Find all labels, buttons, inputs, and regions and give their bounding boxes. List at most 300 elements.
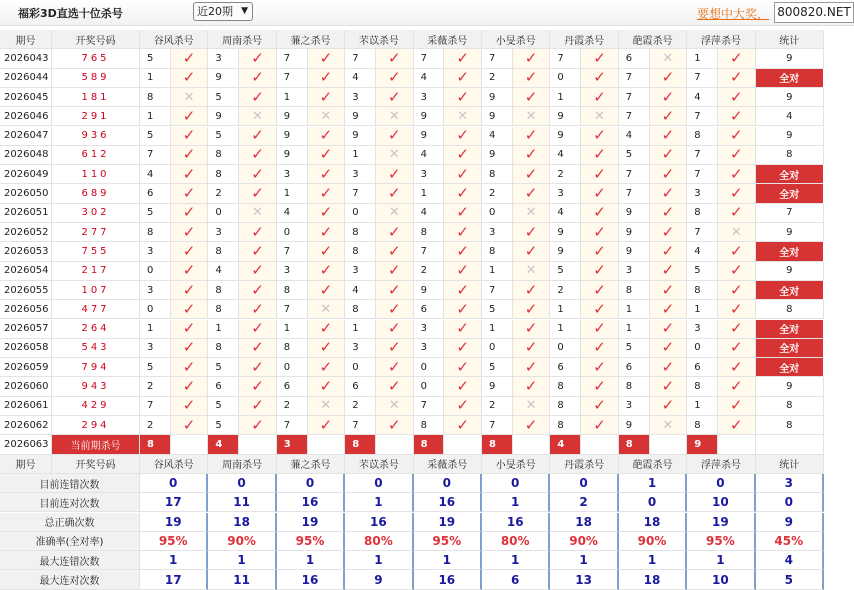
check-mark: ✓	[319, 145, 333, 164]
stats-value: 0	[140, 474, 208, 493]
check-mark: ✓	[319, 165, 333, 183]
stats-value: 19	[140, 513, 208, 532]
kill-number: 3	[140, 242, 171, 261]
period-cell: 2026049	[0, 165, 52, 184]
kill-number: 7	[687, 146, 718, 165]
check-mark: ✓	[593, 87, 606, 106]
kill-number: 3	[687, 320, 718, 339]
kill-number: 2	[208, 184, 239, 203]
period-cell: 2026063	[0, 435, 52, 454]
stats-column-header: 统计	[756, 455, 824, 474]
stats-label: 目前连错次数	[0, 474, 140, 493]
check-icon	[581, 397, 619, 416]
stats-value: 90%	[619, 532, 687, 551]
check-mark: ✓	[593, 416, 606, 434]
cross-icon	[376, 204, 414, 223]
check-icon	[444, 184, 482, 203]
check-mark: ✓	[319, 126, 333, 145]
stats-value: 0	[687, 474, 755, 493]
check-icon	[650, 281, 688, 300]
column-header[interactable]: 蒹之杀号	[277, 30, 345, 49]
check-mark: ✓	[182, 416, 196, 434]
check-icon	[308, 320, 346, 339]
draw-numbers: 794	[52, 358, 140, 377]
stats-value: 6	[482, 570, 550, 589]
check-mark: ✓	[251, 68, 264, 87]
check-mark: ✓	[251, 396, 264, 415]
column-header[interactable]: 葩霞杀号	[619, 30, 687, 49]
check-icon	[718, 204, 756, 223]
kill-number: 0	[277, 358, 308, 377]
kill-number: 5	[140, 49, 171, 68]
kill-number: 0	[345, 358, 376, 377]
kill-number: 0	[414, 358, 445, 377]
kill-number: 1	[482, 262, 513, 281]
check-icon	[308, 223, 346, 242]
check-mark: ✓	[524, 184, 538, 203]
check-icon	[650, 320, 688, 339]
kill-number: 3	[208, 49, 239, 68]
kill-number: 2	[277, 397, 308, 416]
check-icon	[444, 127, 482, 146]
check-mark: ✓	[182, 358, 196, 376]
check-mark: ✓	[661, 107, 675, 125]
check-mark: ✓	[387, 126, 401, 145]
check-icon	[171, 281, 209, 300]
check-mark: ✓	[661, 300, 675, 318]
kill-number: 9	[619, 223, 650, 242]
cross-mark: ✕	[594, 108, 605, 124]
check-mark: ✓	[456, 261, 469, 280]
column-header[interactable]: 周南杀号	[208, 30, 276, 49]
check-icon	[650, 146, 688, 165]
stats-value: 18	[619, 513, 687, 532]
check-mark: ✓	[593, 184, 606, 203]
check-mark: ✓	[661, 126, 675, 145]
draw-numbers: 612	[52, 146, 140, 165]
check-icon	[581, 281, 619, 300]
check-icon	[239, 339, 277, 358]
kill-number: 9	[550, 223, 581, 242]
check-icon	[581, 69, 619, 88]
kill-number: 8	[345, 223, 376, 242]
check-icon	[239, 223, 277, 242]
check-mark: ✓	[524, 319, 538, 338]
kill-number: 6	[140, 184, 171, 203]
empty-cell	[308, 435, 346, 454]
kill-number: 9	[482, 146, 513, 165]
draw-numbers: 302	[52, 204, 140, 223]
check-mark: ✓	[593, 358, 606, 376]
check-icon	[444, 339, 482, 358]
kill-number: 8	[208, 165, 239, 184]
kill-number: 3	[345, 262, 376, 281]
check-mark: ✓	[729, 396, 743, 415]
draw-numbers: 765	[52, 49, 140, 68]
check-icon	[718, 416, 756, 435]
check-icon	[718, 184, 756, 203]
kill-number: 0	[482, 204, 513, 223]
kill-number: 7	[277, 416, 308, 435]
kill-number: 0	[687, 339, 718, 358]
check-mark: ✓	[387, 242, 401, 260]
check-mark: ✓	[182, 126, 196, 145]
kill-number: 7	[277, 49, 308, 68]
kill-number: 7	[687, 223, 718, 242]
check-icon	[718, 358, 756, 377]
check-mark: ✓	[524, 358, 538, 376]
check-icon	[718, 107, 756, 126]
kill-number: 5	[208, 397, 239, 416]
check-mark: ✓	[182, 49, 196, 67]
check-icon	[513, 49, 551, 68]
check-mark: ✓	[524, 280, 538, 299]
check-icon	[308, 184, 346, 203]
all-correct-badge: 全对	[756, 358, 824, 377]
draw-numbers: 429	[52, 397, 140, 416]
kill-number: 5	[208, 88, 239, 107]
stats-column-header: 蒹之杀号	[277, 455, 345, 474]
check-mark: ✓	[524, 223, 538, 241]
cross-mark: ✕	[320, 301, 332, 317]
check-icon	[171, 358, 209, 377]
kill-number: 0	[550, 339, 581, 358]
period-cell: 2026060	[0, 377, 52, 396]
kill-number: 5	[619, 146, 650, 165]
current-kill-number: 8	[619, 435, 650, 454]
cross-mark: ✕	[525, 263, 537, 279]
check-icon	[581, 358, 619, 377]
kill-number: 9	[277, 127, 308, 146]
check-icon	[513, 377, 551, 396]
kill-number: 4	[140, 165, 171, 184]
kill-number: 8	[208, 281, 239, 300]
kill-number: 1	[619, 300, 650, 319]
check-icon	[581, 204, 619, 223]
kill-number: 4	[414, 204, 445, 223]
check-mark: ✓	[182, 280, 196, 299]
check-icon	[239, 242, 277, 261]
check-mark: ✓	[729, 416, 743, 434]
check-icon	[513, 146, 551, 165]
cross-icon	[376, 397, 414, 416]
kill-number: 2	[550, 165, 581, 184]
kill-number: 6	[345, 377, 376, 396]
check-icon	[239, 165, 277, 184]
check-mark: ✓	[182, 242, 196, 260]
check-icon	[581, 377, 619, 396]
stats-column-header: 葩霞杀号	[619, 455, 687, 474]
column-header[interactable]: 统计	[756, 30, 824, 49]
kill-number: 5	[208, 416, 239, 435]
check-icon	[308, 242, 346, 261]
cross-mark: ✕	[320, 398, 332, 414]
check-icon	[581, 184, 619, 203]
column-header[interactable]: 芣苡杀号	[345, 30, 413, 49]
check-icon	[581, 146, 619, 165]
kill-number: 9	[277, 107, 308, 126]
stats-value: 80%	[482, 532, 550, 551]
check-icon	[650, 397, 688, 416]
current-kill-number: 4	[550, 435, 581, 454]
check-icon	[444, 223, 482, 242]
check-icon	[376, 127, 414, 146]
check-mark: ✓	[729, 68, 743, 87]
kill-number: 7	[687, 69, 718, 88]
period-cell: 2026044	[0, 69, 52, 88]
check-icon	[376, 262, 414, 281]
check-icon	[444, 377, 482, 396]
kill-number: 8	[550, 397, 581, 416]
check-mark: ✓	[251, 87, 264, 106]
kill-number: 8	[687, 416, 718, 435]
check-mark: ✓	[524, 68, 538, 87]
check-mark: ✓	[319, 203, 333, 222]
stats-value: 90%	[208, 532, 276, 551]
stats-value: 1	[208, 551, 276, 570]
check-icon	[308, 281, 346, 300]
check-icon	[239, 88, 277, 107]
check-mark: ✓	[729, 358, 743, 376]
draw-numbers: 294	[52, 416, 140, 435]
kill-number: 8	[482, 165, 513, 184]
stats-value: 19	[687, 513, 755, 532]
check-mark: ✓	[729, 49, 743, 67]
cross-icon	[376, 107, 414, 126]
check-mark: ✓	[456, 184, 469, 203]
period-select[interactable]	[193, 2, 253, 21]
check-mark: ✓	[593, 126, 606, 145]
check-icon	[171, 184, 209, 203]
stats-value: 0	[345, 474, 413, 493]
stats-value: 16	[277, 493, 345, 512]
empty-cell	[650, 435, 688, 454]
stats-value: 1	[619, 474, 687, 493]
check-icon	[718, 242, 756, 261]
check-icon	[718, 69, 756, 88]
stats-value: 95%	[414, 532, 482, 551]
kill-number: 5	[482, 358, 513, 377]
empty-cell	[718, 435, 756, 454]
kill-number: 7	[140, 146, 171, 165]
check-mark: ✓	[729, 300, 743, 318]
check-icon	[513, 416, 551, 435]
cross-icon	[513, 107, 551, 126]
empty-cell	[444, 435, 482, 454]
kill-number: 3	[345, 339, 376, 358]
kill-number: 1	[687, 397, 718, 416]
stats-value: 1	[345, 493, 413, 512]
check-icon	[718, 165, 756, 184]
check-mark: ✓	[251, 223, 264, 241]
check-icon	[718, 127, 756, 146]
check-mark: ✓	[593, 242, 606, 260]
current-kill-number: 8	[345, 435, 376, 454]
stats-column-header: 谷风杀号	[140, 455, 208, 474]
check-icon	[581, 416, 619, 435]
kill-number: 9	[414, 107, 445, 126]
stats-column-header: 小旻杀号	[482, 455, 550, 474]
stats-column-header: 开奖号码	[52, 455, 140, 474]
kill-number: 9	[208, 107, 239, 126]
check-icon	[444, 300, 482, 319]
current-kill-label: 当前期杀号	[52, 435, 140, 454]
stats-value: 9	[345, 570, 413, 589]
check-mark: ✓	[593, 396, 606, 415]
kill-number: 5	[208, 358, 239, 377]
stats-value: 4	[756, 551, 824, 570]
check-icon	[581, 300, 619, 319]
column-header[interactable]: 谷风杀号	[140, 30, 208, 49]
kill-number: 6	[619, 358, 650, 377]
check-icon	[239, 281, 277, 300]
kill-number: 1	[277, 88, 308, 107]
check-icon	[308, 339, 346, 358]
column-header[interactable]: 开奖号码	[52, 30, 140, 49]
check-icon	[650, 69, 688, 88]
check-mark: ✓	[319, 416, 333, 434]
cross-icon	[718, 223, 756, 242]
kill-number: 8	[140, 88, 171, 107]
kill-number: 0	[550, 69, 581, 88]
check-icon	[718, 262, 756, 281]
check-mark: ✓	[319, 68, 333, 87]
kill-number: 5	[687, 262, 718, 281]
stats-value: 19	[277, 513, 345, 532]
check-mark: ✓	[729, 280, 743, 299]
check-mark: ✓	[524, 165, 538, 183]
cross-mark: ✕	[388, 147, 400, 163]
check-icon	[171, 223, 209, 242]
stats-value: 1	[345, 551, 413, 570]
promo-link[interactable]: 要想中大奖，	[697, 7, 770, 21]
stats-value: 3	[756, 474, 824, 493]
total-cell: 9	[756, 377, 824, 396]
kill-number: 9	[208, 69, 239, 88]
check-icon	[581, 262, 619, 281]
stats-column-header: 期号	[0, 455, 52, 474]
check-icon	[239, 377, 277, 396]
period-cell: 2026051	[0, 204, 52, 223]
total-cell: 9	[756, 49, 824, 68]
check-mark: ✓	[182, 184, 196, 203]
check-mark: ✓	[524, 242, 538, 260]
kill-number: 3	[414, 339, 445, 358]
check-icon	[444, 416, 482, 435]
kill-number: 8	[277, 281, 308, 300]
stats-value: 17	[140, 493, 208, 512]
check-icon	[239, 127, 277, 146]
kill-number: 3	[414, 165, 445, 184]
check-icon	[171, 204, 209, 223]
check-mark: ✓	[593, 203, 606, 222]
all-correct-badge: 全对	[756, 242, 824, 261]
kill-number: 9	[619, 204, 650, 223]
all-correct-badge: 全对	[756, 281, 824, 300]
kill-number: 7	[482, 49, 513, 68]
kill-number: 8	[687, 281, 718, 300]
check-icon	[376, 300, 414, 319]
stats-value: 95%	[687, 532, 755, 551]
stats-value: 1	[277, 551, 345, 570]
kill-number: 3	[277, 165, 308, 184]
check-mark: ✓	[661, 261, 675, 280]
column-header[interactable]: 小旻杀号	[482, 30, 550, 49]
kill-number: 4	[208, 262, 239, 281]
kill-number: 7	[345, 416, 376, 435]
period-cell: 2026059	[0, 358, 52, 377]
check-icon	[239, 320, 277, 339]
check-mark: ✓	[251, 300, 264, 318]
stats-label: 总正确次数	[0, 513, 140, 532]
kill-number: 3	[619, 397, 650, 416]
kill-number: 9	[550, 107, 581, 126]
column-header[interactable]: 丹霞杀号	[550, 30, 618, 49]
kill-number: 4	[550, 146, 581, 165]
column-header[interactable]: 浮萍杀号	[687, 30, 755, 49]
check-mark: ✓	[319, 377, 333, 396]
column-header[interactable]: 期号	[0, 30, 52, 49]
kill-number: 9	[345, 127, 376, 146]
stats-column-header: 采薇杀号	[414, 455, 482, 474]
kill-number: 4	[345, 281, 376, 300]
stats-value: 1	[482, 493, 550, 512]
stats-value: 1	[482, 551, 550, 570]
kill-number: 5	[619, 339, 650, 358]
check-mark: ✓	[387, 223, 401, 241]
check-mark: ✓	[182, 165, 196, 183]
kill-number: 7	[277, 242, 308, 261]
check-icon	[308, 377, 346, 396]
stats-value: 95%	[277, 532, 345, 551]
check-mark: ✓	[182, 223, 196, 241]
check-icon	[718, 339, 756, 358]
check-mark: ✓	[661, 242, 675, 260]
stats-label: 准确率(全对率)	[0, 532, 140, 551]
kill-number: 7	[687, 107, 718, 126]
kill-number: 1	[345, 146, 376, 165]
kill-number: 7	[345, 49, 376, 68]
check-icon	[308, 358, 346, 377]
column-header[interactable]: 采薇杀号	[414, 30, 482, 49]
check-mark: ✓	[524, 416, 538, 434]
kill-number: 9	[619, 242, 650, 261]
check-mark: ✓	[456, 338, 469, 357]
kill-number: 6	[277, 377, 308, 396]
check-mark: ✓	[524, 338, 538, 357]
kill-number: 3	[687, 184, 718, 203]
kill-number: 4	[550, 204, 581, 223]
kill-number: 2	[140, 416, 171, 435]
check-mark: ✓	[456, 145, 469, 164]
check-icon	[444, 204, 482, 223]
stats-value: 16	[345, 513, 413, 532]
check-icon	[650, 242, 688, 261]
check-icon	[171, 320, 209, 339]
kill-number: 5	[482, 300, 513, 319]
kill-number: 8	[140, 223, 171, 242]
check-mark: ✓	[729, 377, 743, 396]
check-mark: ✓	[456, 396, 469, 415]
check-mark: ✓	[251, 49, 264, 67]
stats-value: 16	[414, 493, 482, 512]
cross-icon	[308, 107, 346, 126]
check-icon	[581, 242, 619, 261]
stats-value: 16	[277, 570, 345, 589]
kill-number: 1	[550, 300, 581, 319]
check-mark: ✓	[387, 280, 401, 299]
period-cell: 2026057	[0, 320, 52, 339]
